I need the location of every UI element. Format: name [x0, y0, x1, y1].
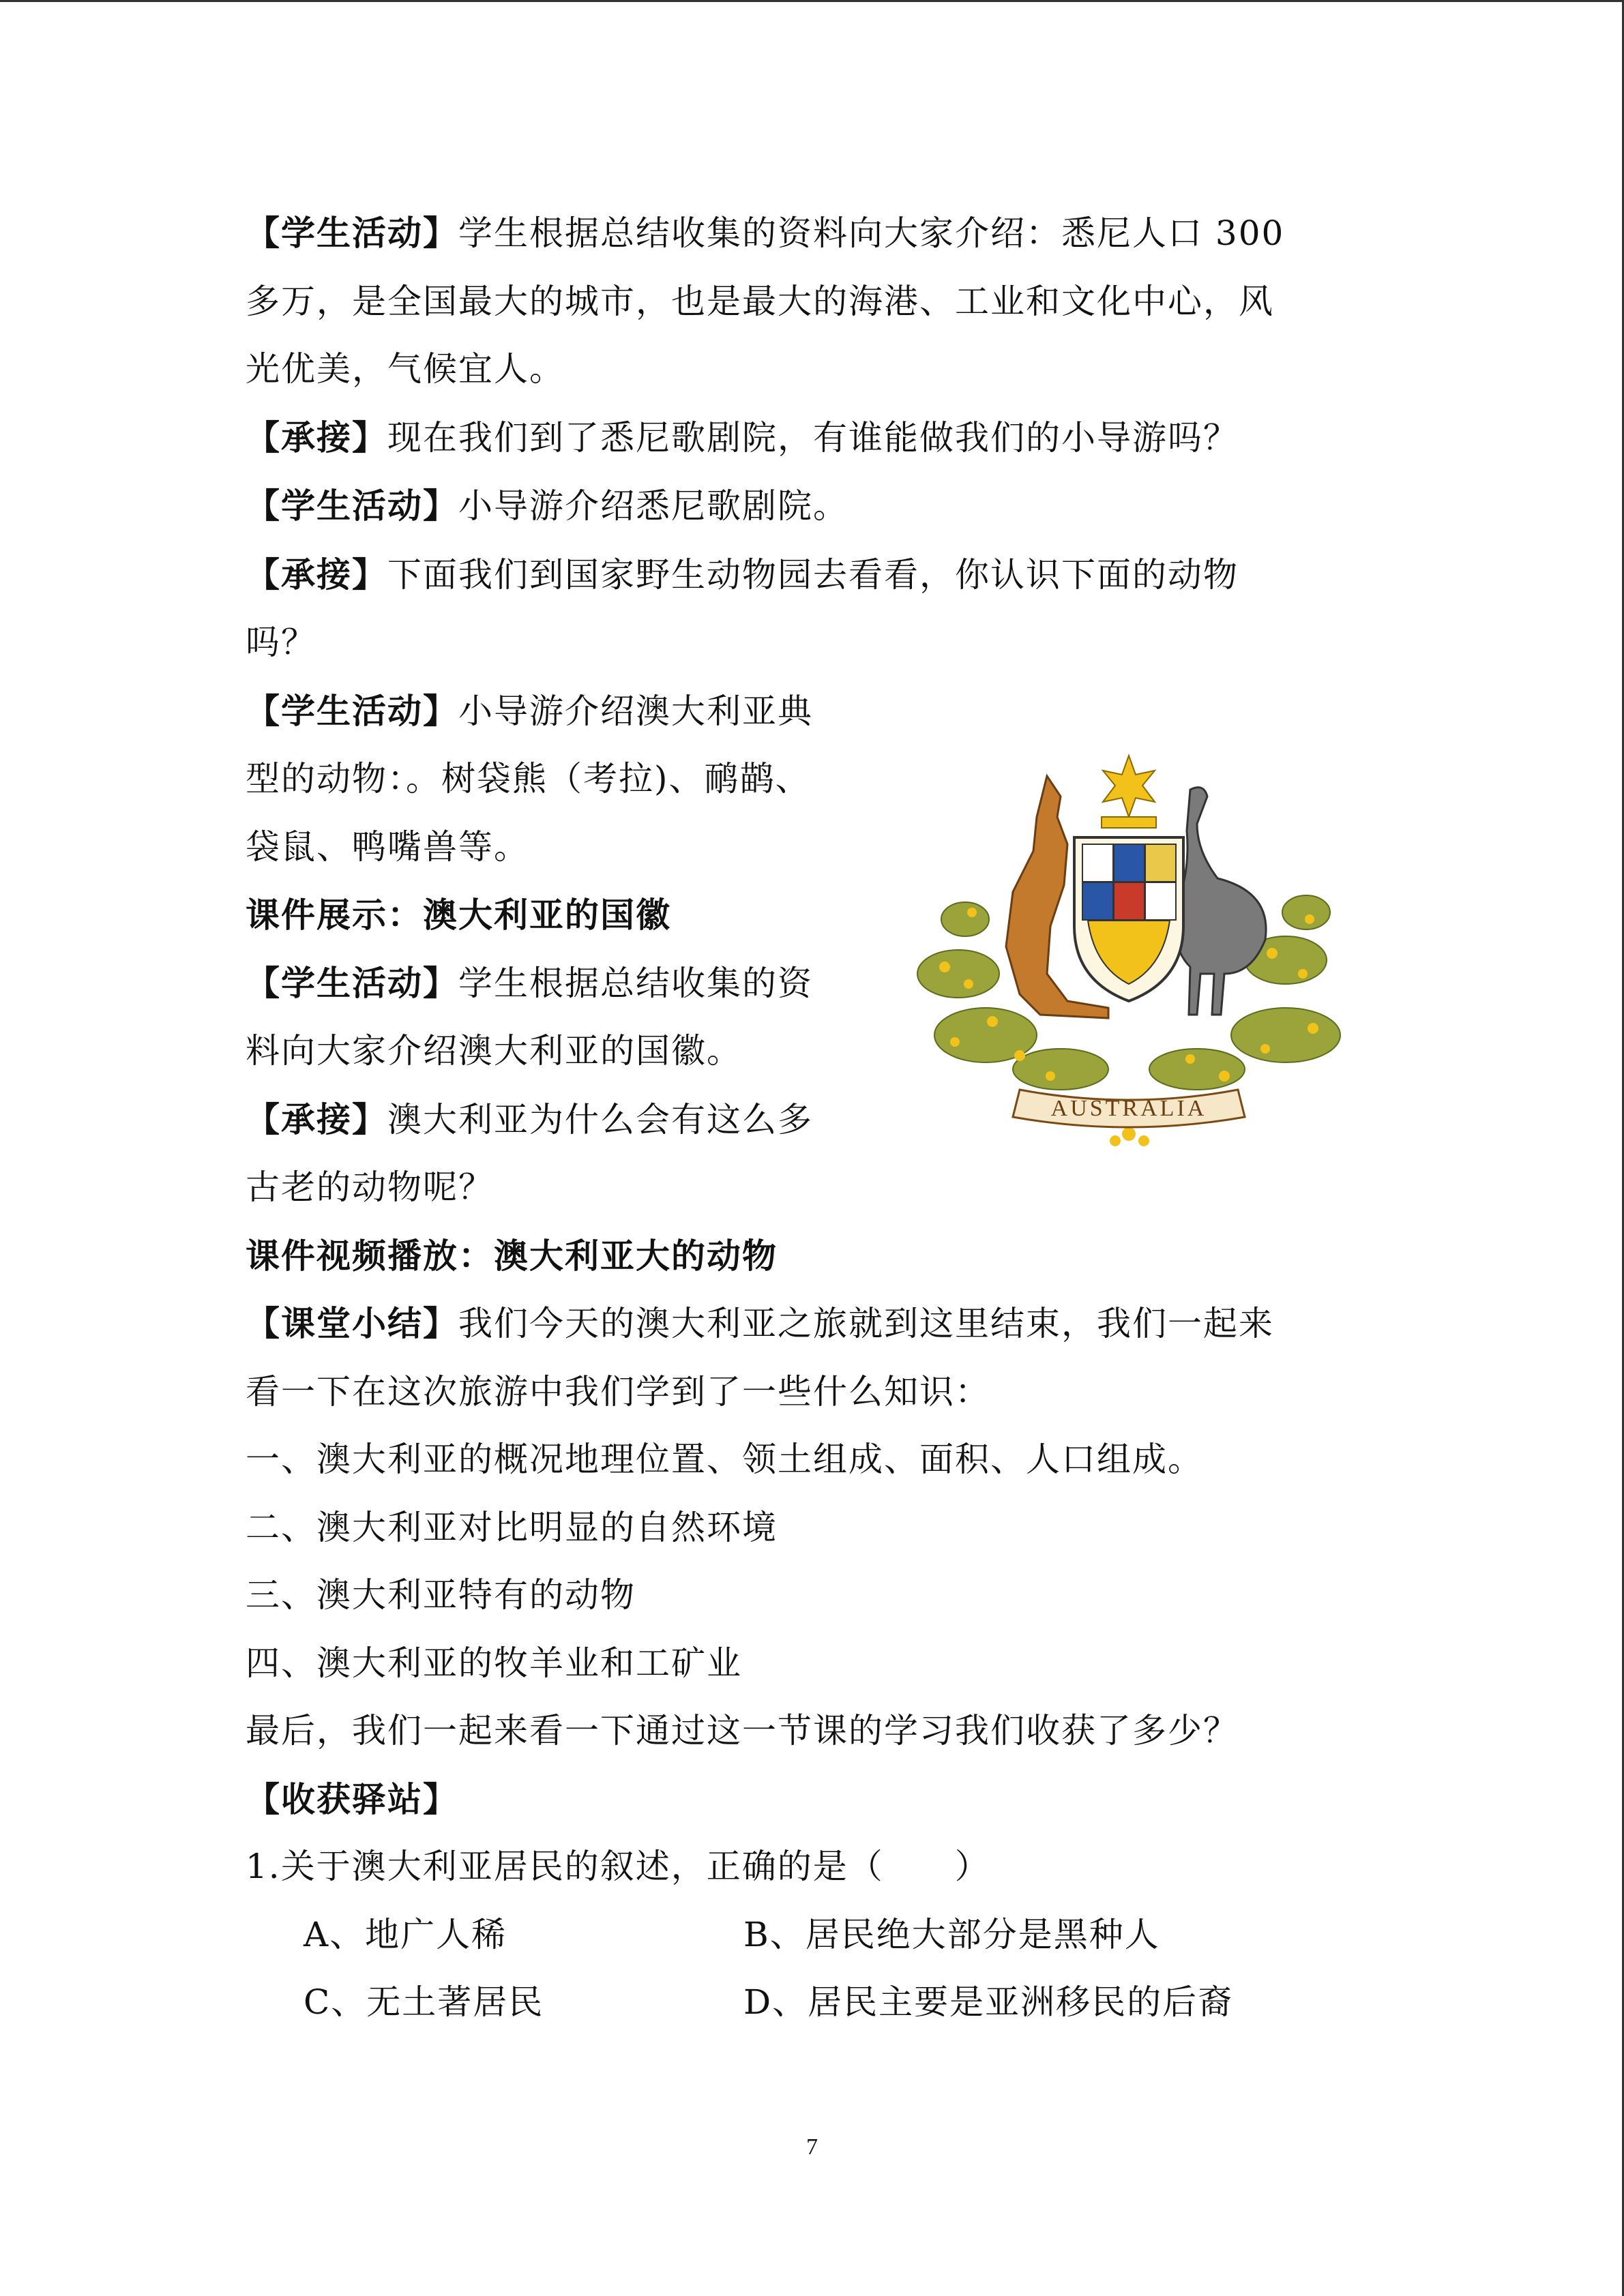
- paragraph-tag: 【承接】: [246, 1099, 387, 1139]
- text-line: 学生根据总结收集的资: [458, 963, 813, 1003]
- australia-coat-of-arms-image: [904, 749, 1354, 1158]
- text-line: 型的动物：。树袋熊（考拉)、鸸鹋、: [246, 759, 811, 799]
- paragraph-tag: 【学生活动】: [246, 690, 458, 731]
- paragraph-tag: 【承接】: [246, 417, 387, 458]
- options-row: [246, 1969, 1364, 2037]
- question: 1.关于澳大利亚居民的叙述，正确的是（ ）: [246, 1847, 990, 1886]
- text-line: 小导游介绍悉尼歌剧院。: [458, 486, 848, 526]
- commonwealth-star: [1103, 756, 1155, 817]
- paragraph: [246, 949, 863, 1018]
- text-line: 澳大利亚为什么会有这么多: [387, 1099, 813, 1139]
- paragraph-tag: 【学生活动】: [246, 213, 458, 253]
- text-line: 最后，我们一起来看一下通过这一节课的学习我们收获了多少？: [246, 1711, 1239, 1750]
- paragraph: [246, 199, 1364, 268]
- paragraph: [246, 404, 1364, 473]
- section-heading: 【收获驿站】: [246, 1778, 458, 1819]
- text-line: 吗？: [246, 623, 316, 662]
- paragraph-tag: 【学生活动】: [246, 962, 458, 1003]
- paragraph-tag: 【承接】: [246, 554, 387, 595]
- page-top-border: [0, 0, 1624, 2]
- option-d: D、居民主要是亚洲移民的后裔: [743, 1982, 1234, 2022]
- page-number: 7: [806, 2134, 818, 2160]
- list-item: 四、澳大利亚的牧羊业和工矿业: [246, 1643, 742, 1683]
- section-heading: 课件视频播放：澳大利亚大的动物: [246, 1235, 778, 1276]
- option-c: C、无土著居民: [304, 1982, 544, 2022]
- emu-figure: [1175, 788, 1267, 1015]
- paragraph: [246, 677, 863, 746]
- text-line: 料向大家介绍澳大利亚的国徽。: [246, 1031, 742, 1071]
- text-line: 古老的动物呢？: [246, 1167, 494, 1207]
- list-item: 三、澳大利亚特有的动物: [246, 1575, 636, 1615]
- text-line: 下面我们到国家野生动物园去看看，你认识下面的动物: [387, 554, 1239, 595]
- text-line: 多万，是全国最大的城市，也是最大的海港、工业和文化中心，风: [246, 281, 1274, 321]
- section-heading: 课件展示：澳大利亚的国徽: [246, 895, 671, 935]
- option-b: B、居民绝大部分是黑种人: [743, 1914, 1160, 1954]
- paragraph: [246, 1086, 863, 1154]
- paragraph: [246, 541, 1364, 610]
- text-line: 学生根据总结收集的资料向大家介绍：悉尼人口 300: [458, 213, 1285, 253]
- paragraph: [246, 1289, 1364, 1358]
- paragraph: [246, 472, 1364, 541]
- list-item: 二、澳大利亚对比明显的自然环境: [246, 1507, 778, 1547]
- text-line: 我们今天的澳大利亚之旅就到这里结束，我们一起来: [458, 1304, 1274, 1343]
- options-row: [246, 1901, 1364, 1969]
- text-line: 小导游介绍澳大利亚典: [458, 691, 813, 731]
- paragraph-tag: 【课堂小结】: [246, 1303, 458, 1343]
- crest-wreath: [1102, 817, 1156, 828]
- list-item: 一、澳大利亚的概况地理位置、领土组成、面积、人口组成。: [246, 1440, 1203, 1479]
- paragraph-tag: 【学生活动】: [246, 486, 458, 526]
- text-line: 看一下在这次旅游中我们学到了一些什么知识：: [246, 1371, 990, 1412]
- text-line: 光优美，气候宜人。: [246, 349, 565, 389]
- text-line: 现在我们到了悉尼歌剧院，有谁能做我们的小导游吗？: [387, 417, 1239, 458]
- option-a: A、地广人稀: [304, 1914, 507, 1954]
- text-line: 袋鼠、鸭嘴兽等。: [246, 826, 529, 867]
- banner-text: AUSTRALIA: [1050, 1096, 1207, 1121]
